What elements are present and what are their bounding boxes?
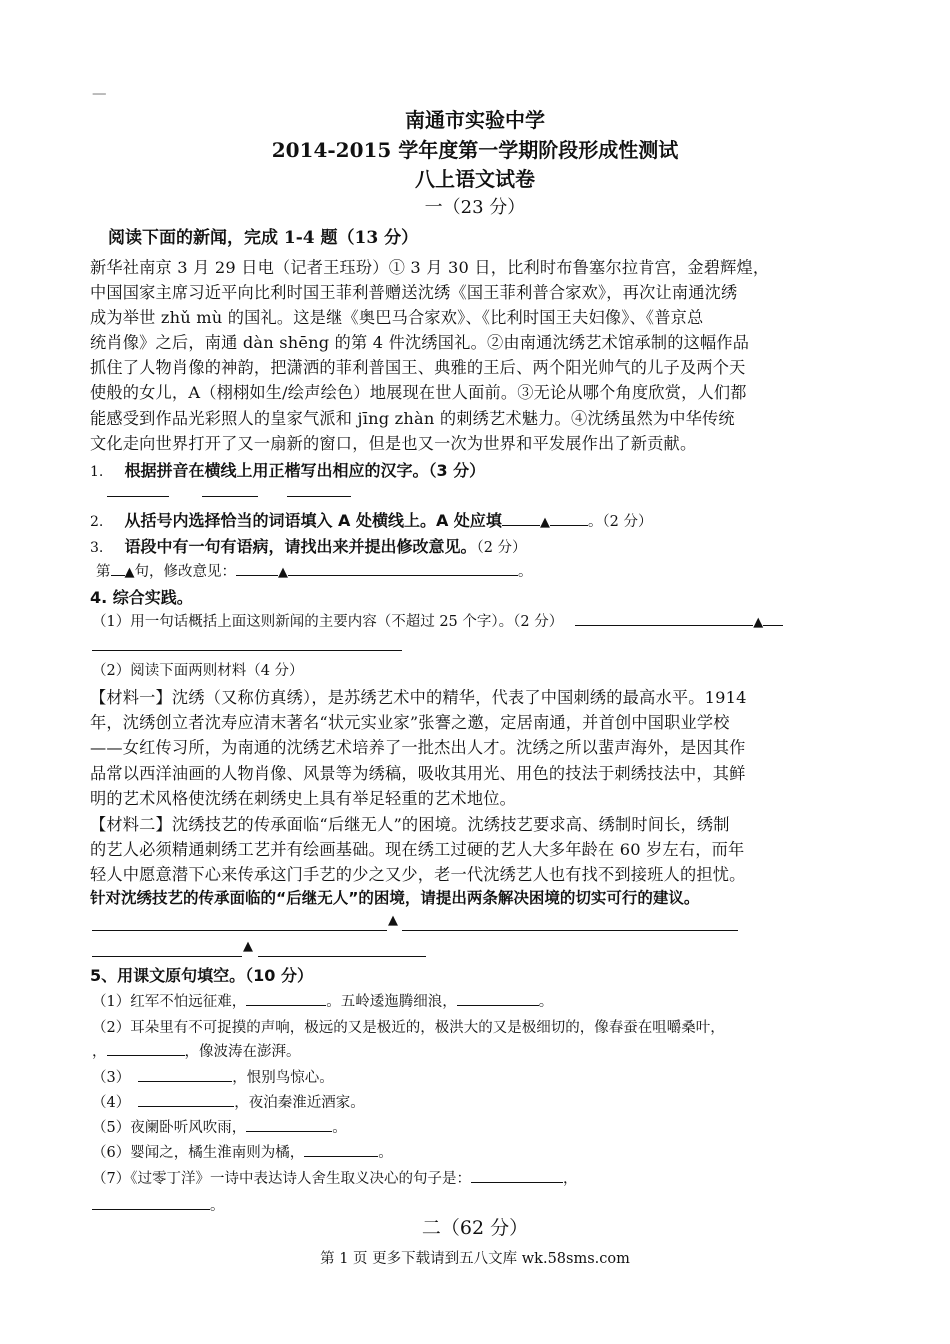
score-note: （2 分） xyxy=(476,540,527,556)
fill-text: ， xyxy=(562,1171,578,1187)
answer-blank[interactable] xyxy=(502,511,540,526)
answer-mark: ▲ xyxy=(124,565,135,580)
fill-item-5 xyxy=(92,1116,347,1137)
fill-text: （6）婴闻之，橘生淮南则为橘， xyxy=(92,1145,305,1161)
fill-item-7 xyxy=(92,1167,577,1188)
material-line: 品常以西洋油画的人物肖像、风景等为绣稿，吸收其用光、用色的技法于刺绣技法中，其鲜 xyxy=(90,764,746,783)
fill-text: （3） xyxy=(92,1070,131,1086)
question-text: 语段中有一句有语病，请找出来并提出修改意见。 xyxy=(124,537,477,556)
fill-text: ，恨别鸟惊心。 xyxy=(232,1070,334,1086)
question-3 xyxy=(90,534,527,557)
answer-blank[interactable] xyxy=(138,1092,234,1107)
material-line: 明的艺术风格使沈绣在刺绣史上具有举足轻重的艺术地位。 xyxy=(90,789,517,808)
fill-item-3 xyxy=(92,1066,334,1087)
term-title: 2014-2015 学年度第一学期阶段形成性测试 xyxy=(271,138,679,162)
fill-text: （1）红军不怕远征难， xyxy=(92,994,247,1010)
fill-text: 。五岭逶迤腾细浪， xyxy=(326,994,457,1010)
answer-blank[interactable] xyxy=(575,611,753,626)
passage-line: 文化走向世界打开了又一扇新的窗口，但是也又一次为世界和平发展作出了新贡献。 xyxy=(90,434,697,453)
fill-text: 。 xyxy=(378,1145,393,1161)
fill-item-4 xyxy=(92,1091,365,1112)
fill-text: 。 xyxy=(332,1120,347,1136)
sub-question-text: （1）用一句话概括上面这则新闻的主要内容（不超过 25 个字）。（2 分） xyxy=(92,614,564,630)
score-note: 。（2 分） xyxy=(587,514,653,530)
passage-line: 抓住了人物肖像的神韵，把潇洒的菲利普国王、典雅的王后、两个阳光帅气的儿子及两个天 xyxy=(90,358,746,377)
fill-item-7-cont xyxy=(92,1194,225,1215)
fill-text: ，像波涛在澎湃。 xyxy=(184,1044,301,1060)
question-2 xyxy=(90,508,653,531)
fill-text: （7）《过零丁洋》一诗中表达诗人舍生取义决心的句子是： xyxy=(92,1171,471,1187)
answer-blank[interactable] xyxy=(138,1067,232,1082)
question-3-answer xyxy=(96,560,533,581)
answer-mark: ▲ xyxy=(753,615,764,630)
question-number: 3. xyxy=(90,540,104,556)
fill-text: （4） xyxy=(92,1095,131,1111)
school-title: 南通市实验中学 xyxy=(405,108,545,132)
material-line: ——女红传习所，为南通的沈绣艺术培养了一批杰出人才。沈绣之所以蜚声海外，是因其作 xyxy=(90,738,746,757)
section1-instruction: 阅读下面的新闻，完成 1-4 题（13 分） xyxy=(108,228,419,248)
answer-blank[interactable] xyxy=(471,1168,563,1183)
passage-line: 统肖像》之后，南通 dàn shēng 的第 4 件沈绣国礼。②由南通沈绣艺术馆承制的这幅作品 xyxy=(90,333,750,352)
question-number: 2. xyxy=(90,514,104,530)
passage-line: 使般的女儿，A（栩栩如生/绘声绘色）地展现在世人面前。③无论从哪个角度欣赏，人们都 xyxy=(90,383,747,402)
answer-blank[interactable] xyxy=(287,496,351,497)
part-one-heading: 一（23 分） xyxy=(424,197,526,218)
question-4-title: 4. 综合实践。 xyxy=(90,588,193,607)
answer-mid: 句，修改意见： xyxy=(134,564,236,580)
answer-blank[interactable] xyxy=(202,496,258,497)
fill-item-1 xyxy=(92,990,553,1011)
passage-line: 能感受到作品光彩照人的皇家气派和 jīng zhàn 的刺绣艺术魅力。④沈绣虽然为中华传统 xyxy=(90,409,735,428)
fill-text: 。 xyxy=(210,1198,225,1214)
answer-blank[interactable] xyxy=(457,991,539,1006)
passage-line: 成为举世 zhǔ mù 的国礼。这是继《奥巴马合家欢》、《比利时国王夫妇像》、《普京总 xyxy=(90,308,704,327)
question-4-sub2: （2）阅读下面两则材料（4 分） xyxy=(92,663,304,679)
answer-mark: ▲ xyxy=(539,515,550,530)
answer-line[interactable] xyxy=(92,930,387,931)
answer-blank[interactable] xyxy=(288,561,518,576)
material-line: 【材料一】沈绣（又称仿真绣），是苏绣艺术中的精华，代表了中国刺绣的最高水平。1914 xyxy=(90,688,747,707)
page-footer: 第 1 页 更多下载请到五八文库 wk.58sms.com xyxy=(320,1251,630,1267)
corner-mark: — xyxy=(92,86,107,102)
fill-item-2-cont xyxy=(92,1040,301,1061)
answer-blank[interactable] xyxy=(111,561,125,576)
question-number: 1. xyxy=(90,464,104,480)
answer-line[interactable] xyxy=(92,650,402,651)
answer-line[interactable] xyxy=(402,930,738,931)
question-4-task: 针对沈绣技艺的传承面临的“后继无人”的困境，请提出两条解决困境的切实可行的建议。 xyxy=(90,889,700,907)
answer-prefix: 第 xyxy=(96,564,111,580)
fill-text: ，夜泊秦淮近酒家。 xyxy=(234,1095,365,1111)
question-1 xyxy=(90,458,485,481)
fill-text: ， xyxy=(92,1044,107,1060)
fill-text: （5）夜阑卧听风吹雨， xyxy=(92,1120,247,1136)
fill-item-2: （2）耳朵里有不可捉摸的声响，极远的又是极近的，极洪大的又是极细切的，像春蚕在咀嚼桑叶， xyxy=(92,1020,725,1036)
fill-item-6 xyxy=(92,1141,393,1162)
answer-blank[interactable] xyxy=(550,511,588,526)
material-line: 【材料二】沈绣技艺的传承面临“后继无人”的困境。沈绣技艺要求高、绣制时间长，绣制 xyxy=(90,815,730,834)
answer-line[interactable] xyxy=(258,956,426,957)
answer-end: 。 xyxy=(518,564,533,580)
question-text: 根据拼音在横线上用正楷写出相应的汉字。（3 分） xyxy=(124,461,486,480)
material-line: 轻人中愿意潜下心来传承这门手艺的少之又少，老一代沈绣艺人也有找不到接班人的担忧。 xyxy=(90,865,746,884)
answer-blank[interactable] xyxy=(107,1041,185,1056)
answer-blank[interactable] xyxy=(246,1117,332,1132)
answer-mark: ▲ xyxy=(243,939,253,954)
question-text: 从括号内选择恰当的词语填入 A 处横线上。A 处应填 xyxy=(124,511,502,530)
material-line: 年，沈绣创立者沈寿应清末著名“状元实业家”张謇之邀，定居南通，并首创中国职业学校 xyxy=(90,713,730,732)
fill-text: 。 xyxy=(538,994,554,1010)
part-two-heading: 二（62 分） xyxy=(421,1217,529,1239)
answer-blank[interactable] xyxy=(763,611,783,626)
answer-mark: ▲ xyxy=(388,913,398,928)
material-line: 的艺人必须精通刺绣工艺并有绘画基础。现在绣工过硬的艺人大多年龄在 60 岁左右，而年 xyxy=(90,840,745,859)
question-4-sub1 xyxy=(92,610,783,631)
answer-mark: ▲ xyxy=(278,565,288,580)
answer-blank[interactable] xyxy=(107,496,169,497)
passage-line: 中国国家主席习近平向比利时国王菲利普赠送沈绣《国王菲利普合家欢》，再次让南通沈绣 xyxy=(90,283,738,302)
passage-line: 新华社南京 3 月 29 日电（记者王珏玢）① 3 月 30 日，比利时布鲁塞尔拉肯宫，金碧辉煌， xyxy=(90,258,770,277)
answer-line[interactable] xyxy=(92,956,242,957)
paper-title: 八上语文试卷 xyxy=(415,167,535,191)
answer-blank[interactable] xyxy=(92,1195,210,1210)
answer-blank[interactable] xyxy=(246,991,326,1006)
section5-title: 5、用课文原句填空。（10 分） xyxy=(90,966,313,985)
answer-blank[interactable] xyxy=(304,1142,378,1157)
answer-blank[interactable] xyxy=(236,561,278,576)
